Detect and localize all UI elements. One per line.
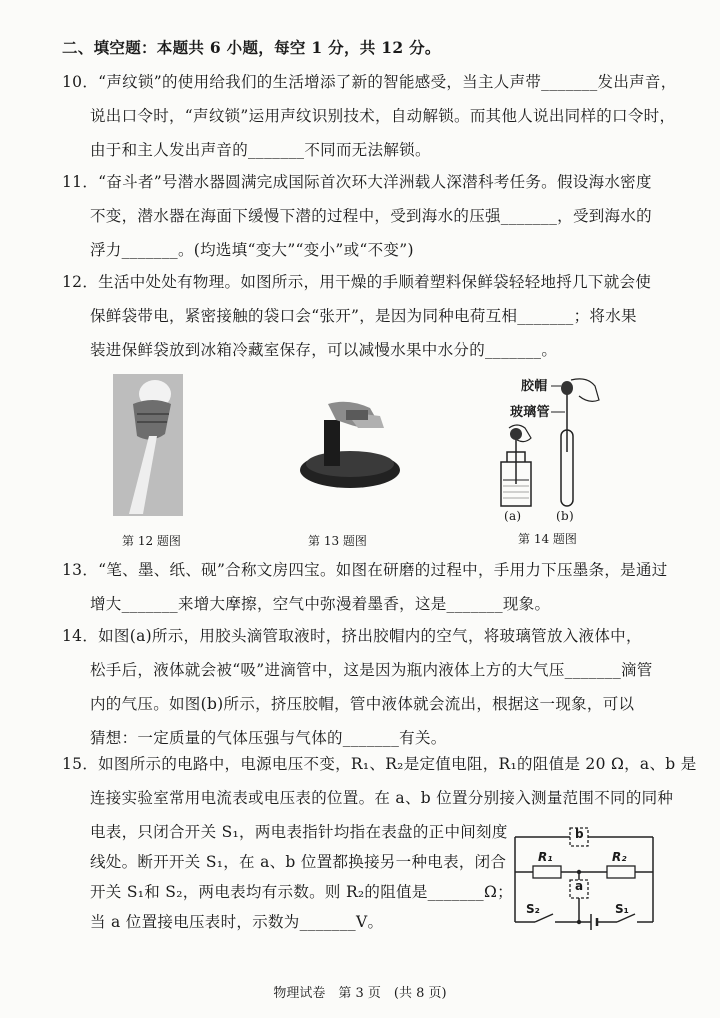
q15-line-6: 当 a 位置接电压表时，示数为_______V。 bbox=[90, 913, 384, 931]
section-header: 二、填空题：本题共 6 小题，每空 1 分，共 12 分。 bbox=[62, 38, 441, 57]
q15-line-1: 15．如图所示的电路中，电源电压不变，R₁、R₂是定值电阻，R₁的阻值是 20 Ω，a、b 是 bbox=[62, 755, 697, 773]
circuit-label-r2: R₂ bbox=[612, 850, 627, 864]
q15-line-4: 线处。断开开关 S₁，在 a、b 位置都换接另一种电表，闭合 bbox=[90, 853, 507, 871]
q10-line-2: 说出口令时，“声纹锁”运用声纹识别技术，自动解锁。而其他人说出同样的口令时， bbox=[90, 107, 676, 125]
q10-line-3: 由于和主人发出声音的_______不同而无法解锁。 bbox=[90, 141, 431, 159]
q11-line-1: 11．“奋斗者”号潜水器圆满完成国际首次环大洋洲载人深潜科考任务。假设海水密度 bbox=[62, 173, 652, 191]
q15-line-5: 开关 S₁和 S₂，两电表均有示数。则 R₂的阻值是_______Ω； bbox=[90, 883, 513, 901]
q15-line-3: 电表，只闭合开关 S₁，两电表指针均指在表盘的正中间刻度 bbox=[90, 823, 508, 841]
fig14-label-b: (b) bbox=[556, 509, 574, 523]
fig14-diagram bbox=[495, 372, 610, 520]
circuit-label-r1: R₁ bbox=[538, 850, 553, 864]
q15-line-2: 连接实验室常用电流表或电压表的位置。在 a、b 位置分别接入测量范围不同的同种 bbox=[90, 789, 674, 807]
fig12-photo bbox=[113, 374, 183, 516]
circuit-label-s1: S₁ bbox=[615, 902, 629, 916]
q11-line-3: 浮力_______。(均选填“变大”“变小”或“不变”) bbox=[90, 241, 414, 259]
q13-line-2: 增大_______来增大摩擦，空气中弥漫着墨香，这是_______现象。 bbox=[90, 595, 551, 613]
q12-line-1: 12．生活中处处有物理。如图所示，用干燥的手顺着塑料保鲜袋轻轻地捋几下就会使 bbox=[62, 273, 652, 291]
circuit-label-b: b bbox=[575, 827, 584, 841]
fig13-caption: 第 13 题图 bbox=[308, 534, 367, 548]
fig12-caption: 第 12 题图 bbox=[122, 534, 181, 548]
q14-line-1: 14．如图(a)所示，用胶头滴管取液时，挤出胶帽内的空气，将玻璃管放入液体中， bbox=[62, 627, 642, 645]
fig13-photo bbox=[288, 394, 406, 500]
circuit-label-a: a bbox=[575, 879, 584, 893]
q12-line-3: 装进保鲜袋放到冰箱冷藏室保存，可以减慢水果中水分的_______。 bbox=[90, 341, 558, 359]
fig14-label-a: (a) bbox=[504, 509, 522, 523]
q12-line-2: 保鲜袋带电，紧密接触的袋口会“张开”，是因为同种电荷互相_______；将水果 bbox=[90, 307, 637, 325]
fig14-label-tube: 玻璃管 bbox=[510, 405, 550, 420]
q11-line-2: 不变，潜水器在海面下缓慢下潜的过程中，受到海水的压强_______，受到海水的 bbox=[90, 207, 652, 225]
q10-line-1: 10．“声纹锁”的使用给我们的生活增添了新的智能感受，当主人声带_______发出声音， bbox=[62, 73, 677, 91]
q14-line-3: 内的气压。如图(b)所示，挤压胶帽，管中液体就会流出，根据这一现象，可以 bbox=[90, 695, 635, 713]
q13-line-1: 13．“笔、墨、纸、砚”合称文房四宝。如图在研磨的过程中，手用力下压墨条，是通过 bbox=[62, 561, 668, 579]
fig14-label-cap: 胶帽 bbox=[521, 379, 548, 394]
page-footer: 物理试卷 第 3 页 (共 8 页) bbox=[273, 986, 447, 1001]
circuit-label-s2: S₂ bbox=[526, 902, 540, 916]
q14-line-2: 松手后，液体就会被“吸”进滴管中，这是因为瓶内液体上方的大气压_______滴管 bbox=[90, 661, 653, 679]
fig14-caption: 第 14 题图 bbox=[518, 532, 577, 546]
q14-line-4: 猜想：一定质量的气体压强与气体的_______有关。 bbox=[90, 729, 447, 747]
